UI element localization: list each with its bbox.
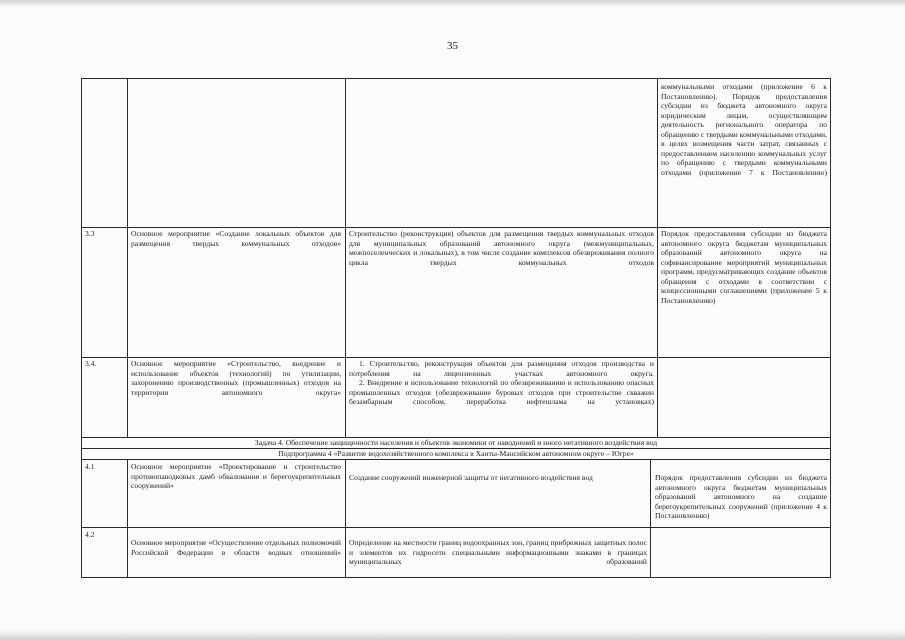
activity-name: Основное мероприятие «Создание локальных объектов для размещения твердых коммунальных отходов» xyxy=(131,229,341,248)
table-left-border xyxy=(81,78,82,578)
row-divider-3-3 xyxy=(81,227,831,228)
col-divider-2-lower xyxy=(345,459,346,578)
scan-top-edge xyxy=(0,0,905,7)
scan-bottom-edge xyxy=(0,630,905,640)
col-divider-3-upper xyxy=(657,78,658,437)
row-number: 3.4. xyxy=(85,359,97,368)
row-divider-4-2 xyxy=(81,527,831,528)
row-number: 4.1 xyxy=(85,462,95,471)
page-number: 35 xyxy=(447,40,458,52)
col-divider-3-lower xyxy=(650,459,651,578)
row-number: 3.3 xyxy=(85,229,95,238)
activity-content: Строительство (реконструкция) объектов для размещения твердых коммунальных отходов для муниципальных образований автономного округа (межмуниципальных, межпоселенческих и локальных), в том числе создание комплексов обезвреживания полного цикла твердых коммунальных отходов xyxy=(349,229,654,267)
legal-basis xyxy=(655,538,827,568)
col-divider-1-upper xyxy=(127,78,128,437)
subprogram-heading: Подпрограмма 4 «Развитие водохозяйственного комплекса в Ханты-Мансийском автономном округе – Югре» xyxy=(278,449,634,458)
activity-content-item-2: 2. Внедрение и использование технологий по обезвреживанию и использованию опасных промышленных отходов (обезвреживание буровых отходов при строительстве скважин безамбарным способом, переработка нефтешлама на установках) xyxy=(349,378,654,406)
col-divider-1-lower xyxy=(127,459,128,578)
legal-basis: Порядок предоставления субсидии из бюджета автономного округа бюджетам муниципальных образований автономного округа на софинансирование мероприятий муниципальных программ, предусматривающих создание объектов обращения с отходами в соответствии с концессионными соглашениями (приложение 5 к Постановлению) xyxy=(661,229,827,305)
activity-name: Основное мероприятие «Строительство, внедрение и использование объектов (технологий) по утилизации, захоронению производственных (промышленных) отходов на территории автономного округа» xyxy=(131,359,341,397)
activity-content: Создание сооружений инженерной защиты от негативного воздействия вод xyxy=(349,473,593,482)
row-divider-4-1 xyxy=(81,459,831,460)
legal-basis xyxy=(661,359,827,429)
continuation-legal-basis: коммунальными отходами (приложение 6 к Постановлению). Порядок предоставления субсидии из бюджета автономного округа юридическим лицам, осуществляющим деятельность регионального оператора по обращению с твердыми коммунальными отходами, в целях возмещения части затрат, связанных с предоставлением населению коммунальных услуг по обращению с твердыми коммунальными отходами (приложение 7 к Постановлению) xyxy=(661,82,827,177)
task-heading: Задача 4. Обеспечение защищенности населения и объектов экономики от наводнений и иного негативного воздействия вод xyxy=(254,438,658,447)
col-divider-2-upper xyxy=(345,78,346,437)
row-number: 4.2 xyxy=(85,530,95,539)
activity-content xyxy=(349,359,654,437)
activity-content-item-1: 1. Строительство, реконструкция объектов для размещения отходов производства и потребления на лицензионных участках автономного округа. xyxy=(349,359,654,378)
activity-name: Основное мероприятие «Проектирование и строительство противопаводковых дамб обвалования и берегоукрепительных сооружений» xyxy=(131,462,341,490)
table-bottom-border xyxy=(81,577,831,578)
legal-basis: Порядок предоставления субсидии из бюджета автономного округа бюджетам муниципальных образований автономного на создание берегоукрепительных сооружений (приложение 4 к Постановлению) xyxy=(655,473,827,520)
activity-name: Основное мероприятие «Осуществление отдельных полномочий Российской Федерации в области водных отношений» xyxy=(131,538,341,557)
row-divider-3-4 xyxy=(81,357,831,358)
table-right-border xyxy=(830,78,831,578)
activity-content: Определение на местности границ водоохранных зон, границ прибрежных защитных полос и элементов их гидросети специальными информационными знаками в границах муниципальных образований xyxy=(349,538,647,566)
table-top-border xyxy=(81,78,831,79)
